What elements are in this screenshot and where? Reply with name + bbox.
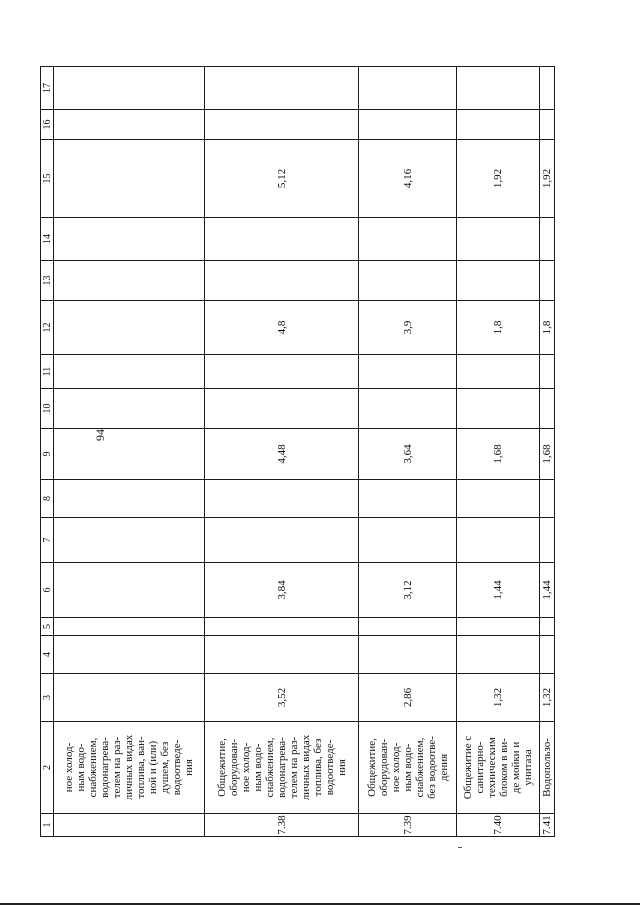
column-number: 8	[41, 480, 54, 518]
row-description-cell	[54, 722, 205, 814]
row-description-cell	[205, 722, 359, 814]
empty-cell	[205, 636, 359, 674]
empty-cell	[205, 261, 359, 301]
empty-cell	[457, 261, 540, 301]
empty-cell	[54, 480, 205, 518]
column-number: 16	[41, 110, 54, 140]
empty-cell	[457, 67, 540, 110]
table-row	[54, 67, 205, 837]
column-number: 3	[41, 674, 54, 722]
value-col-9: 3,64	[359, 429, 457, 480]
value-col-9: 1,68	[457, 429, 540, 480]
empty-cell	[457, 110, 540, 140]
empty-cell	[540, 355, 555, 389]
row-code: 7.38	[205, 814, 359, 837]
column-number: 14	[41, 218, 54, 261]
table-row	[540, 67, 555, 837]
value-col-6	[54, 563, 205, 618]
row-code: 7.41	[541, 815, 553, 835]
column-number: 9	[41, 429, 54, 480]
value-col-15: 1,92	[457, 140, 540, 218]
value-col-6: 3,84	[205, 563, 359, 618]
column-number-row	[41, 67, 54, 837]
column-number: 1	[41, 814, 54, 837]
empty-cell	[205, 618, 359, 636]
consumption-norms-table	[40, 66, 555, 837]
value-col-6: 3,12	[359, 563, 457, 618]
column-number: 7	[41, 518, 54, 563]
empty-cell	[205, 110, 359, 140]
row-description-cell	[359, 722, 457, 814]
column-number: 6	[41, 563, 54, 618]
value-col-12: 1,8	[457, 301, 540, 355]
empty-cell	[54, 518, 205, 563]
empty-cell	[540, 618, 555, 636]
scan-artifact	[458, 847, 462, 848]
value-col-12	[54, 301, 205, 355]
empty-cell	[359, 389, 457, 429]
value-col-3	[54, 674, 205, 722]
empty-cell	[54, 618, 205, 636]
row-description: Общежитие с санитарно- техническим блоком в ви- де мойки и унитаза	[462, 735, 534, 800]
row-code	[54, 814, 205, 837]
empty-cell	[359, 480, 457, 518]
value-col-9: 1,68	[540, 429, 555, 480]
empty-cell	[457, 389, 540, 429]
empty-cell	[205, 67, 359, 110]
empty-cell	[359, 261, 457, 301]
empty-cell	[359, 67, 457, 110]
column-number: 11	[41, 355, 54, 389]
empty-cell	[359, 636, 457, 674]
value-col-15: 1,92	[540, 140, 555, 218]
table-row	[457, 67, 540, 837]
empty-cell	[359, 355, 457, 389]
empty-cell	[359, 110, 457, 140]
empty-cell	[205, 389, 359, 429]
column-number: 17	[41, 67, 54, 110]
empty-cell	[359, 618, 457, 636]
page-number: 94	[93, 429, 107, 441]
value-col-3: 2,86	[359, 674, 457, 722]
value-col-6: 1,44	[540, 563, 555, 618]
row-description: Водопользо-	[541, 738, 553, 797]
value-col-3: 3,52	[205, 674, 359, 722]
empty-cell	[205, 355, 359, 389]
empty-cell	[540, 261, 555, 301]
empty-cell	[205, 518, 359, 563]
empty-cell	[540, 218, 555, 261]
row-description-cell	[457, 722, 540, 814]
row-code: 7.39	[359, 814, 457, 837]
empty-cell	[54, 389, 205, 429]
empty-cell	[359, 518, 457, 563]
value-col-3: 1,32	[457, 674, 540, 722]
table-row	[359, 67, 457, 837]
empty-cell	[205, 218, 359, 261]
column-number: 12	[41, 301, 54, 355]
empty-cell	[540, 67, 555, 110]
empty-cell	[540, 518, 555, 563]
row-description: Общежитие, оборудован- ное холод- ным водо- снабжением, без водоотве- дения	[365, 736, 450, 799]
value-col-3: 1,32	[540, 674, 555, 722]
empty-cell	[54, 355, 205, 389]
empty-cell	[54, 261, 205, 301]
empty-cell	[457, 218, 540, 261]
value-col-9	[54, 429, 205, 480]
column-number: 5	[41, 618, 54, 636]
empty-cell	[54, 636, 205, 674]
empty-cell	[54, 110, 205, 140]
empty-cell	[540, 389, 555, 429]
empty-cell	[540, 636, 555, 674]
row-description: Общежитие, оборудован- ное холод- ным водо- снабжением, водонагрева- телем на раз- личных видах топлива, без водоотведе- ния	[215, 734, 348, 801]
empty-cell	[457, 618, 540, 636]
empty-cell	[359, 218, 457, 261]
value-col-15	[54, 140, 205, 218]
table-row	[205, 67, 359, 837]
row-code: 7.40	[457, 814, 540, 837]
value-col-12: 1,8	[540, 301, 555, 355]
empty-cell	[54, 218, 205, 261]
empty-cell	[54, 67, 205, 110]
column-number: 4	[41, 636, 54, 674]
value-col-15: 5,12	[205, 140, 359, 218]
empty-cell	[205, 480, 359, 518]
empty-cell	[457, 636, 540, 674]
column-number: 2	[41, 722, 54, 814]
rotated-table-container	[40, 67, 600, 837]
column-number: 15	[41, 140, 54, 218]
value-col-12: 3,9	[359, 301, 457, 355]
row-description-cell	[540, 722, 555, 814]
value-col-9: 4,48	[205, 429, 359, 480]
empty-cell	[540, 480, 555, 518]
empty-cell	[457, 355, 540, 389]
value-col-6: 1,44	[457, 563, 540, 618]
empty-cell	[457, 518, 540, 563]
empty-cell	[457, 480, 540, 518]
row-description: ное холод- ным водо- снабжением, водонагрева- телем на раз- личных видах топлива, ван- ной и (или) душем, без водоотведе- ния	[63, 734, 195, 801]
column-number: 13	[41, 261, 54, 301]
value-col-12: 4,8	[205, 301, 359, 355]
value-col-15: 4,16	[359, 140, 457, 218]
column-number: 10	[41, 389, 54, 429]
empty-cell	[540, 110, 555, 140]
